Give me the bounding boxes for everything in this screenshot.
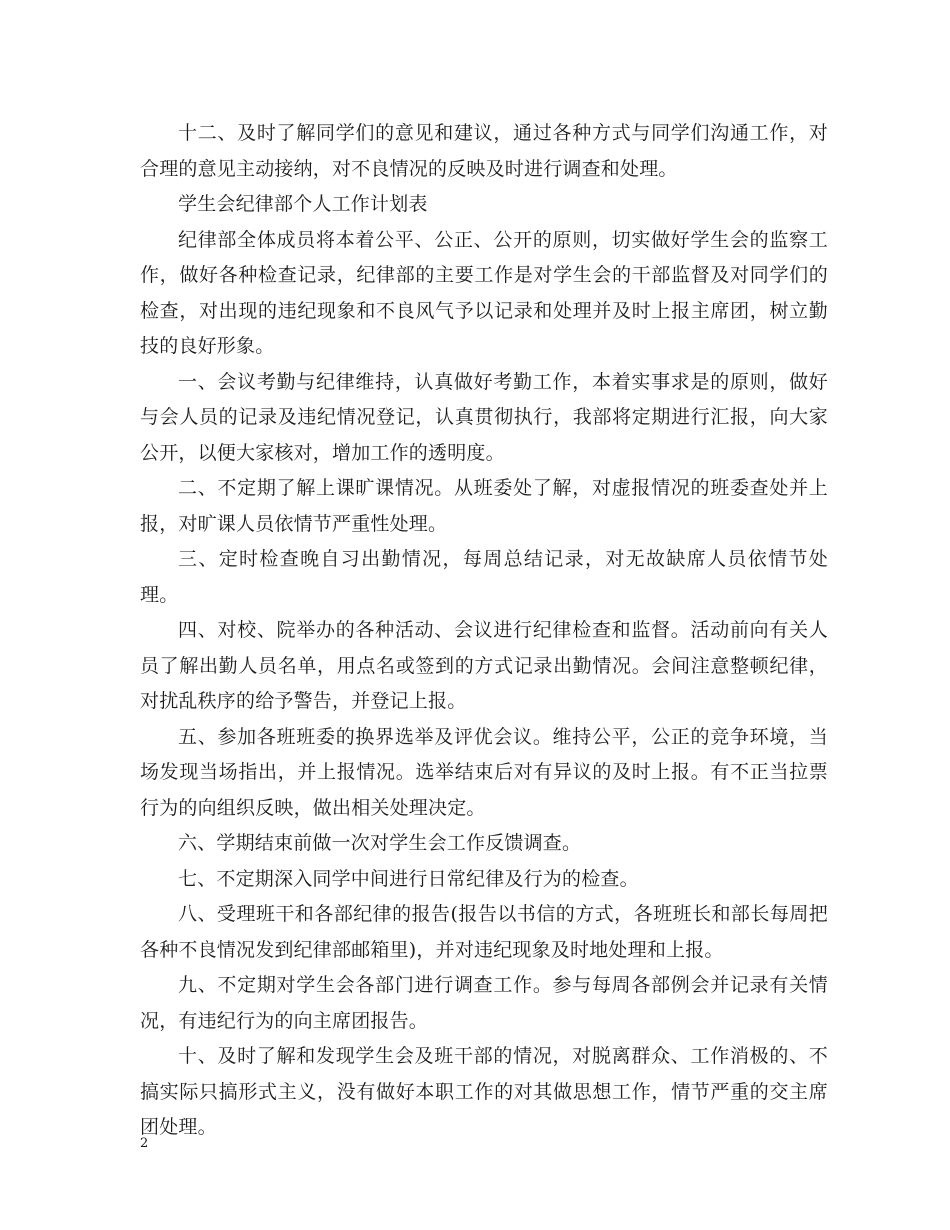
section-heading: 学生会纪律部个人工作计划表 [178, 193, 428, 215]
intro-paragraph: 纪律部全体成员将本着公平、公正、公开的原则，切实做好学生会的监察工作，做好各种检查记录，纪律部的主要工作是对学生会的干部监督及对同学们的检查，对出现的违纪现象和不良风气予以记录和处理并及时上报主席团，树立勤技的良好形象。 [140, 228, 828, 357]
paragraph-item-8: 八、受理班干和各部纪律的报告(报告以书信的方式，各班班长和部长每周把各种不良情况发到纪律部邮箱里)，并对违纪现象及时地处理和上报。 [140, 903, 828, 961]
paragraph-item-5: 五、参加各班班委的换界选举及评优会议。维持公平，公正的竞争环境，当场发现当场指出，并上报情况。选举结束后对有异议的及时上报。有不正当拉票行为的向组织反映，做出相关处理决定。 [140, 725, 828, 819]
paragraph-item-9: 九、不定期对学生会各部门进行调查工作。参与每周各部例会并记录有关情况，有违纪行为的向主席团报告。 [140, 974, 828, 1032]
paragraph-item-3: 三、定时检查晚自习出勤情况，每周总结记录，对无故缺席人员依情节处理。 [140, 548, 828, 606]
paragraph-item-4: 四、对校、院举办的各种活动、会议进行纪律检查和监督。活动前向有关人员了解出勤人员名单，用点名或签到的方式记录出勤情况。会间注意整顿纪律，对扰乱秩序的给予警告，并登记上报。 [140, 619, 828, 712]
paragraph-item-2: 二、不定期了解上课旷课情况。从班委处了解，对虚报情况的班委查处并上报，对旷课人员依情节严重性处理。 [140, 477, 828, 535]
paragraph-item-10: 十、及时了解和发现学生会及班干部的情况，对脱离群众、工作消极的、不搞实际只搞形式主义，没有做好本职工作的对其做思想工作，情节严重的交主席团处理。 [140, 1045, 828, 1138]
paragraph-item-12: 十二、及时了解同学们的意见和建议，通过各种方式与同学们沟通工作，对合理的意见主动接纳，对不良情况的反映及时进行调查和处理。 [140, 122, 828, 180]
document-body [140, 116, 828, 1146]
page-number: 2 [140, 1136, 149, 1151]
paragraph-item-7: 七、不定期深入同学中间进行日常纪律及行为的检查。 [178, 867, 639, 890]
paragraph-item-1: 一、会议考勤与纪律维持，认真做好考勤工作，本着实事求是的原则，做好与会人员的记录及违纪情况登记，认真贯彻执行，我部将定期进行汇报，向大家公开，以便大家核对，增加工作的透明度。 [140, 370, 828, 464]
paragraph-item-6: 六、学期结束前做一次对学生会工作反馈调查。 [178, 832, 582, 854]
